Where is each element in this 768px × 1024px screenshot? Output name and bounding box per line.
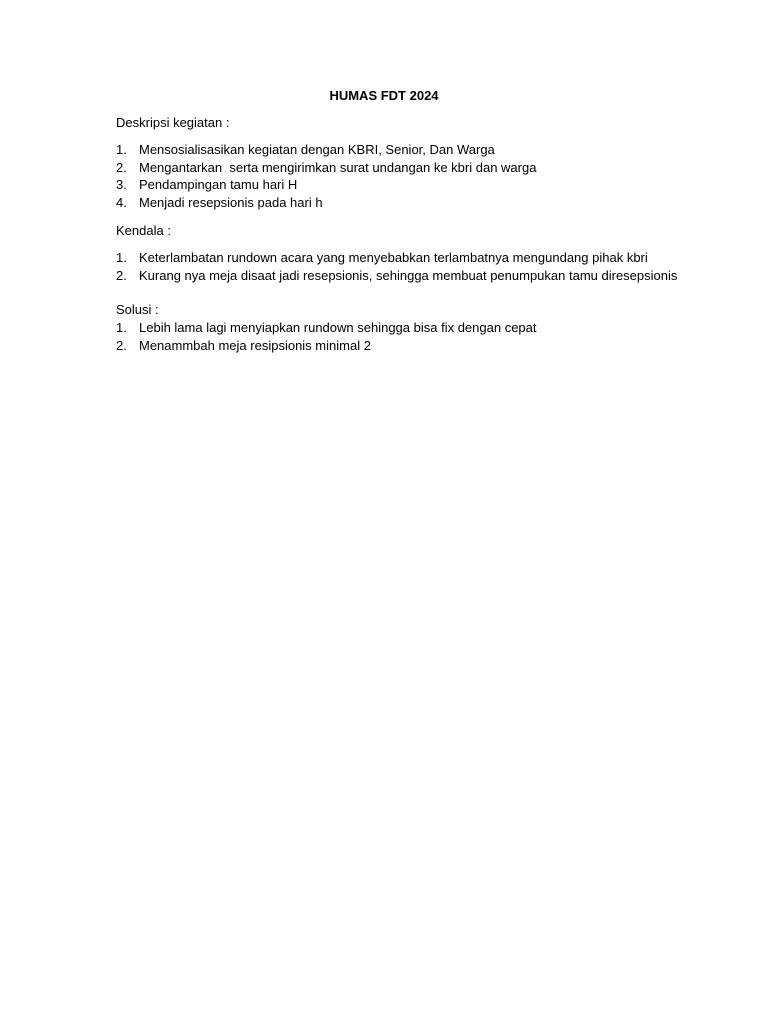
list-item-number: 2. xyxy=(116,159,127,175)
list-item-text: Mensosialisasikan kegiatan dengan KBRI, Senior, Dan Warga xyxy=(139,142,495,157)
list-item-number: 1. xyxy=(116,250,127,265)
list-item-number: 2. xyxy=(116,337,127,353)
document-title: HUMAS FDT 2024 xyxy=(329,88,439,103)
section-heading-solusi: Solusi : xyxy=(116,302,159,317)
list-item-text: Menjadi resepsionis pada hari h xyxy=(139,194,323,210)
list-item-number: 3. xyxy=(116,177,127,193)
list-item-text: Mengantarkan serta mengirimkan surat undangan ke kbri dan warga xyxy=(139,159,537,175)
section-heading-deskripsi: Deskripsi kegiatan : xyxy=(116,115,230,130)
list-item-text: Pendampingan tamu hari H xyxy=(139,177,298,193)
list-item-text: Keterlambatan rundown acara yang menyebabkan terlambatnya mengundang pihak kbri xyxy=(139,250,648,265)
list-item-number: 1. xyxy=(116,142,127,157)
list-item-number: 2. xyxy=(116,267,127,283)
list-item-text: Lebih lama lagi menyiapkan rundown sehingga bisa fix dengan cepat xyxy=(139,320,537,335)
list-item-text: Kurang nya meja disaat jadi resepsionis, sehingga membuat penumpukan tamu diresepsionis xyxy=(139,267,678,283)
list-item-text: Menammbah meja resipsionis minimal 2 xyxy=(139,337,371,353)
list-item-number: 1. xyxy=(116,320,127,335)
section-heading-kendala: Kendala : xyxy=(116,223,171,238)
list-item-number: 4. xyxy=(116,194,127,210)
